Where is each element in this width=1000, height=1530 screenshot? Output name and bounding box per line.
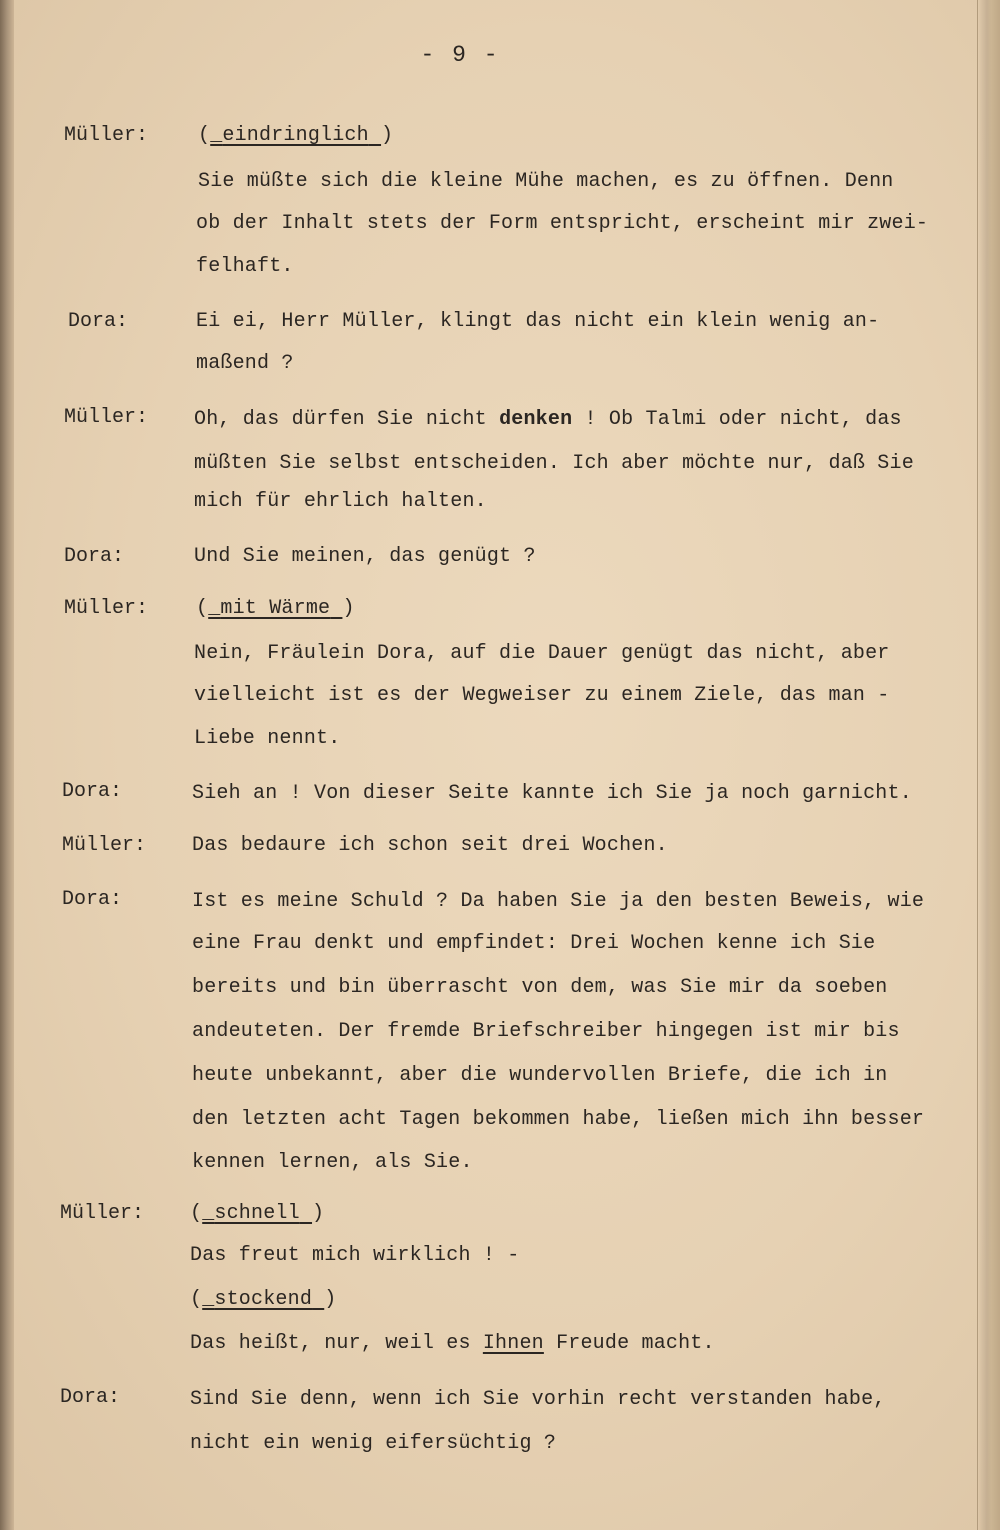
- underlined-word: Ihnen: [482, 1332, 544, 1355]
- dialogue-line: mich für ehrlich halten.: [194, 490, 487, 513]
- dialogue-line: Sie müßte sich die kleine Mühe machen, es zu öffnen. Denn: [198, 170, 894, 193]
- dialogue-line: [190, 1332, 715, 1356]
- dialogue-line: Ei ei, Herr Müller, klingt das nicht ein klein wenig an-: [196, 310, 880, 333]
- dialogue-line: den letzten acht Tagen bekommen habe, ließen mich ihn besser: [192, 1108, 925, 1131]
- stage-direction-text: eindringlich: [222, 124, 369, 147]
- dialogue-line: Und Sie meinen, das genügt ?: [194, 545, 536, 568]
- stage-direction: (_stockend ): [190, 1288, 337, 1311]
- dialogue-line: Nein, Fräulein Dora, auf die Dauer genügt das nicht, aber: [194, 642, 890, 665]
- dialogue-fragment: Das heißt, nur, weil es: [190, 1332, 483, 1355]
- stage-direction: (_schnell ): [190, 1202, 325, 1225]
- dialogue-line: Sieh an ! Von dieser Seite kannte ich Sie ja noch garnicht.: [192, 782, 912, 805]
- speaker-label: Müller:: [60, 1202, 145, 1225]
- dialogue-line: maßend ?: [196, 352, 294, 375]
- speaker-label: Dora:: [60, 1386, 121, 1409]
- dialogue-line: andeuteten. Der fremde Briefschreiber hingegen ist mir bis: [192, 1020, 900, 1043]
- dialogue-line: Das bedaure ich schon seit drei Wochen.: [192, 834, 668, 857]
- speaker-label: Dora:: [64, 545, 125, 568]
- speaker-label: Müller:: [64, 406, 149, 429]
- dialogue-line: nicht ein wenig eifersüchtig ?: [190, 1432, 557, 1455]
- dialogue-line: müßten Sie selbst entscheiden. Ich aber möchte nur, daß Sie: [194, 452, 914, 475]
- emphasized-word: denken: [499, 408, 573, 431]
- speaker-label: Dora:: [62, 888, 123, 911]
- speaker-label: Müller:: [64, 597, 149, 620]
- page-binding-edge: [0, 0, 14, 1530]
- dialogue-line: Sind Sie denn, wenn ich Sie vorhin recht verstanden habe,: [190, 1388, 886, 1411]
- dialogue-line: ob der Inhalt stets der Form entspricht, erscheint mir zwei-: [196, 212, 929, 235]
- dialogue-fragment: Oh, das dürfen Sie nicht: [194, 408, 500, 431]
- dialogue-line: kennen lernen, als Sie.: [192, 1151, 473, 1174]
- stage-direction-text: stockend: [214, 1288, 313, 1311]
- speaker-label: Dora:: [62, 780, 123, 803]
- dialogue-line: felhaft.: [196, 255, 294, 278]
- speaker-label: Dora:: [68, 310, 129, 333]
- dialogue-line: vielleicht ist es der Wegweiser zu einem Ziele, das man -: [194, 684, 890, 707]
- dialogue-line: heute unbekannt, aber die wundervollen Briefe, die ich in: [192, 1064, 888, 1087]
- dialogue-line: Das freut mich wirklich ! -: [190, 1244, 520, 1267]
- dialogue-line: eine Frau denkt und empfindet: Drei Wochen kenne ich Sie: [192, 932, 876, 955]
- page-number: - 9 -: [420, 42, 500, 68]
- stage-direction-text: mit Wärme: [220, 597, 331, 620]
- dialogue-line: [194, 408, 902, 432]
- stage-direction: (_mit Wärme ): [196, 597, 355, 620]
- dialogue-fragment: ! Ob Talmi oder nicht, das: [572, 408, 902, 431]
- dialogue-line: bereits und bin überrascht von dem, was Sie mir da soeben: [192, 976, 888, 999]
- speaker-label: Müller:: [64, 124, 149, 147]
- dialogue-fragment: Freude macht.: [543, 1332, 715, 1355]
- stage-direction: (_eindringlich ): [198, 124, 394, 147]
- speaker-label: Müller:: [62, 834, 147, 857]
- page-stack-edge: [977, 0, 1000, 1530]
- dialogue-line: Liebe nennt.: [194, 727, 341, 750]
- dialogue-line: Ist es meine Schuld ? Da haben Sie ja den besten Beweis, wie: [192, 890, 925, 913]
- stage-direction-text: schnell: [214, 1202, 300, 1225]
